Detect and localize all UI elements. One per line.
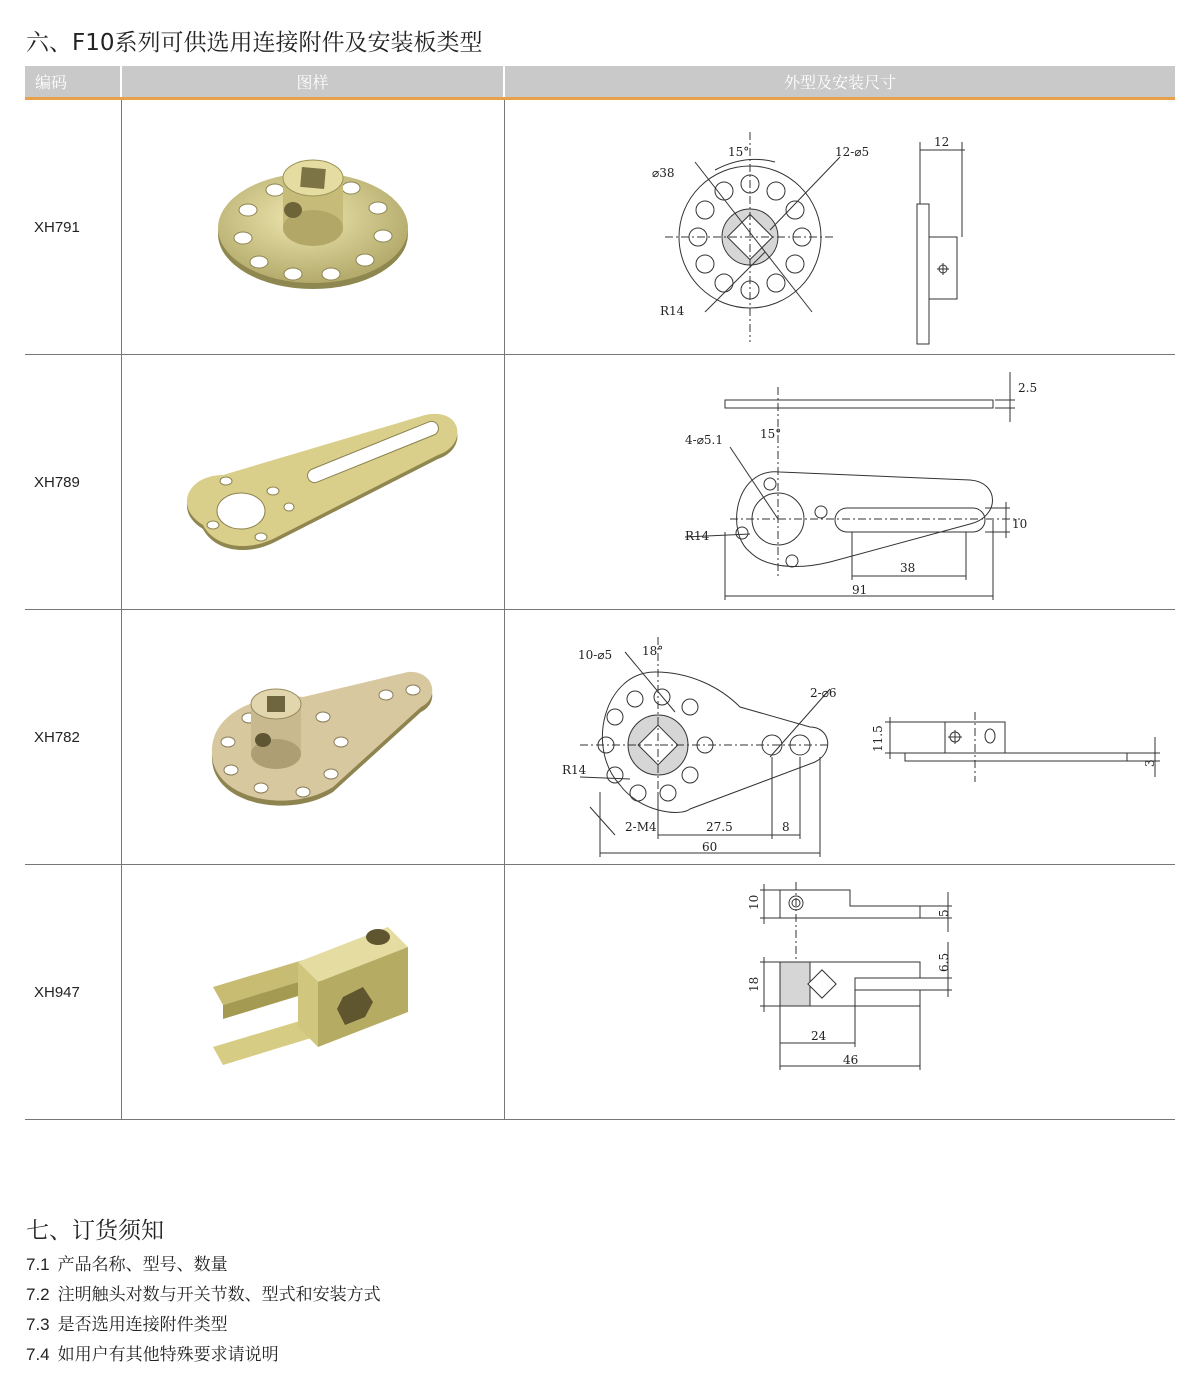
- list-item: [26, 1310, 381, 1340]
- list-item: [26, 1340, 381, 1370]
- list-item: [26, 1250, 381, 1280]
- item-number: 7.2: [26, 1285, 50, 1304]
- list-item: [26, 1280, 381, 1310]
- table-row: [25, 610, 1175, 865]
- dim-label: 10-⌀5: [577, 648, 612, 662]
- item-number: 7.3: [26, 1315, 50, 1334]
- item-text: 如用户有其他特殊要求请说明: [57, 1345, 279, 1365]
- dim-label: 46: [842, 1053, 859, 1067]
- dim-label: 27.5: [705, 820, 733, 834]
- teardrop-plate-photo: [183, 662, 443, 812]
- item-number: 7.4: [26, 1345, 50, 1364]
- header-photo: 图样: [121, 66, 504, 99]
- forked-block-photo: [203, 917, 423, 1067]
- section-6-title: 六、F10系列可供选用连接附件及安装板类型: [26, 30, 483, 56]
- dim-label: ⌀38: [651, 166, 675, 180]
- dim-label: 24: [810, 1029, 827, 1043]
- row-code: XH947: [25, 865, 121, 1120]
- dim-label: 60: [701, 840, 718, 854]
- product-photo: [121, 865, 504, 1120]
- item-text: 注明触头对数与开关节数、型式和安装方式: [57, 1285, 381, 1305]
- row-code: XH789: [25, 355, 121, 610]
- dim-label: 38: [899, 561, 916, 575]
- dim-label: 5: [936, 909, 951, 917]
- dim-label: R14: [561, 763, 587, 777]
- dim-label: 8: [781, 820, 790, 834]
- dim-label: 11.5: [870, 725, 885, 752]
- round-disc-photo: [193, 152, 433, 302]
- dim-label: 12-⌀5: [834, 145, 869, 159]
- product-photo: [121, 355, 504, 610]
- table-row: [25, 865, 1175, 1120]
- xh782-drawing: [530, 617, 1157, 857]
- dim-label: 2.5: [1017, 381, 1037, 395]
- row-code: XH782: [25, 610, 121, 865]
- dim-label: 18°: [641, 644, 664, 658]
- item-text: 产品名称、型号、数量: [57, 1255, 228, 1275]
- xh947-drawing: [630, 872, 1050, 1112]
- lever-plate-photo: [163, 407, 463, 557]
- attachment-table: [25, 66, 1175, 1120]
- header-code: 编码: [25, 66, 121, 99]
- item-number: 7.1: [26, 1255, 50, 1274]
- table-row: [25, 99, 1175, 355]
- product-photo: [121, 99, 504, 355]
- dim-label: 15°: [759, 427, 782, 441]
- dim-label: 10: [746, 894, 761, 910]
- order-notes-list: [26, 1250, 381, 1370]
- item-text: 是否选用连接附件类型: [57, 1315, 228, 1335]
- product-photo: [121, 610, 504, 865]
- dimension-drawing: [504, 865, 1175, 1120]
- dim-label: 6.5: [936, 952, 951, 972]
- table-row: [25, 355, 1175, 610]
- dim-label: 4-⌀5.1: [684, 433, 723, 447]
- dim-label: 12: [933, 135, 950, 149]
- dimension-drawing: [504, 99, 1175, 355]
- dim-label: 18: [746, 976, 761, 992]
- dimension-drawing: [504, 610, 1175, 865]
- header-dimensions: 外型及安装尺寸: [504, 66, 1175, 99]
- table-header-row: [25, 66, 1175, 99]
- dimension-drawing: [504, 355, 1175, 610]
- dim-label: R14: [659, 304, 685, 318]
- row-code: XH791: [25, 99, 121, 355]
- dim-label: 3: [1142, 759, 1157, 767]
- xh789-drawing: [630, 362, 1050, 602]
- dim-label: 2-M4: [624, 820, 657, 834]
- dim-label: 15°: [727, 145, 750, 159]
- dim-label: 91: [851, 583, 868, 597]
- dim-label: 2-⌀6: [809, 686, 837, 700]
- xh791-drawing: [630, 112, 1050, 342]
- dim-label: 10: [1011, 517, 1028, 531]
- dim-label: R14: [684, 529, 710, 543]
- section-7-title: 七、订货须知: [26, 1218, 164, 1244]
